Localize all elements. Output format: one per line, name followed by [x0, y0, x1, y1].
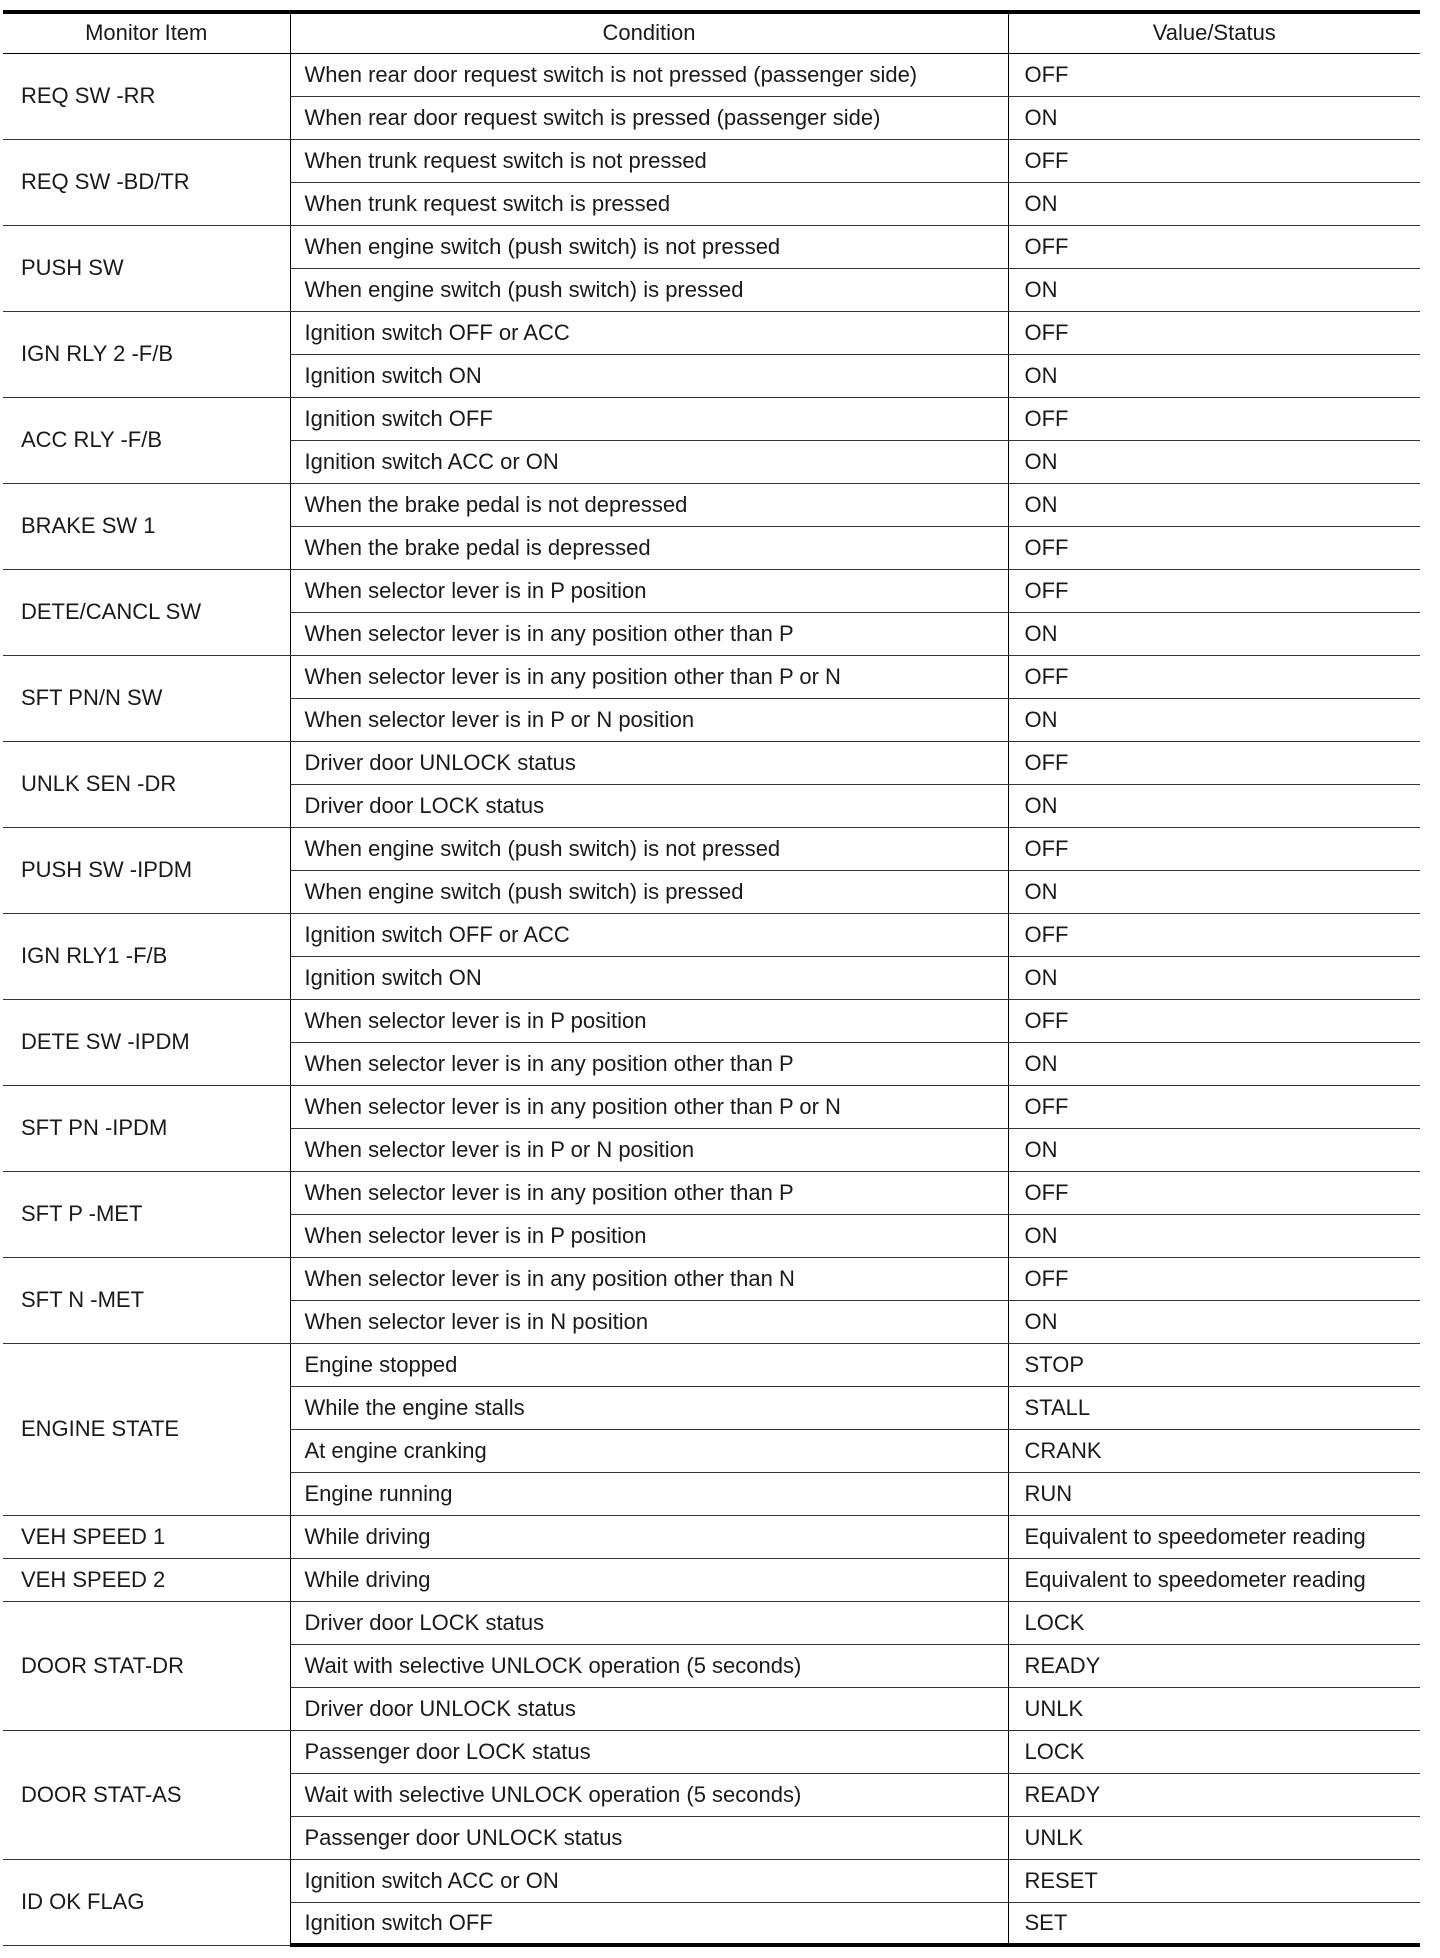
table-row [3, 1257, 1420, 1300]
condition-cell: While the engine stalls [290, 1386, 1008, 1429]
condition-cell: When the brake pedal is not depressed [290, 483, 1008, 526]
value-status-cell: OFF [1008, 1171, 1420, 1214]
condition-cell: When engine switch (push switch) is not pressed [290, 225, 1008, 268]
condition-cell: When selector lever is in any position other than P or N [290, 655, 1008, 698]
condition-cell: Wait with selective UNLOCK operation (5 seconds) [290, 1644, 1008, 1687]
value-status-cell: OFF [1008, 139, 1420, 182]
condition-cell: When selector lever is in any position other than P [290, 1042, 1008, 1085]
condition-cell: When engine switch (push switch) is pressed [290, 870, 1008, 913]
condition-cell: Driver door LOCK status [290, 1601, 1008, 1644]
value-status-cell: ON [1008, 182, 1420, 225]
condition-cell: When selector lever is in any position other than P [290, 612, 1008, 655]
table-row [3, 655, 1420, 698]
condition-cell: While driving [290, 1558, 1008, 1601]
monitor-item-cell: ACC RLY -F/B [3, 397, 290, 483]
value-status-cell: STOP [1008, 1343, 1420, 1386]
value-status-cell: OFF [1008, 999, 1420, 1042]
condition-cell: When selector lever is in P position [290, 999, 1008, 1042]
value-status-cell: READY [1008, 1644, 1420, 1687]
value-status-cell: OFF [1008, 53, 1420, 96]
condition-cell: When selector lever is in P position [290, 1214, 1008, 1257]
table-row [3, 397, 1420, 440]
condition-cell: At engine cranking [290, 1429, 1008, 1472]
value-status-cell: ON [1008, 354, 1420, 397]
condition-cell: Driver door UNLOCK status [290, 741, 1008, 784]
condition-cell: When engine switch (push switch) is not pressed [290, 827, 1008, 870]
table-row [3, 1343, 1420, 1386]
condition-cell: Engine stopped [290, 1343, 1008, 1386]
table-row [3, 741, 1420, 784]
value-status-cell: ON [1008, 1300, 1420, 1343]
monitor-table-container [3, 10, 1420, 1947]
condition-cell: Ignition switch ACC or ON [290, 440, 1008, 483]
condition-cell: When selector lever is in any position other than P or N [290, 1085, 1008, 1128]
monitor-item-cell: REQ SW -RR [3, 53, 290, 139]
value-status-cell: ON [1008, 483, 1420, 526]
monitor-item-cell: PUSH SW [3, 225, 290, 311]
table-row [3, 311, 1420, 354]
monitor-item-cell: SFT PN/N SW [3, 655, 290, 741]
condition-cell: Ignition switch OFF or ACC [290, 311, 1008, 354]
header-value-status: Value/Status [1008, 12, 1420, 53]
condition-cell: Ignition switch OFF [290, 1902, 1008, 1945]
header-condition: Condition [290, 12, 1008, 53]
value-status-cell: UNLK [1008, 1816, 1420, 1859]
value-status-cell: UNLK [1008, 1687, 1420, 1730]
table-row [3, 53, 1420, 96]
table-header [3, 12, 1420, 53]
condition-cell: When rear door request switch is not pressed (passenger side) [290, 53, 1008, 96]
table-row [3, 913, 1420, 956]
value-status-cell: ON [1008, 1214, 1420, 1257]
value-status-cell: CRANK [1008, 1429, 1420, 1472]
condition-cell: When selector lever is in any position other than P [290, 1171, 1008, 1214]
table-row [3, 827, 1420, 870]
value-status-cell: OFF [1008, 1257, 1420, 1300]
value-status-cell: ON [1008, 956, 1420, 999]
table-row [3, 1730, 1420, 1773]
monitor-item-cell: BRAKE SW 1 [3, 483, 290, 569]
condition-cell: Ignition switch ON [290, 354, 1008, 397]
header-row [3, 12, 1420, 53]
monitor-item-cell: SFT P -MET [3, 1171, 290, 1257]
condition-cell: When selector lever is in P or N position [290, 1128, 1008, 1171]
value-status-cell: ON [1008, 698, 1420, 741]
condition-cell: Ignition switch ACC or ON [290, 1859, 1008, 1902]
monitor-item-cell: VEH SPEED 1 [3, 1515, 290, 1558]
table-row [3, 569, 1420, 612]
value-status-cell: LOCK [1008, 1601, 1420, 1644]
monitor-item-cell: DOOR STAT-DR [3, 1601, 290, 1730]
table-row [3, 483, 1420, 526]
table-row [3, 139, 1420, 182]
table-body [3, 53, 1420, 1945]
condition-cell: Driver door LOCK status [290, 784, 1008, 827]
header-monitor-item: Monitor Item [3, 12, 290, 53]
monitor-item-cell: UNLK SEN -DR [3, 741, 290, 827]
value-status-cell: RESET [1008, 1859, 1420, 1902]
value-status-cell: ON [1008, 784, 1420, 827]
value-status-cell: SET [1008, 1902, 1420, 1945]
value-status-cell: Equivalent to speedometer reading [1008, 1558, 1420, 1601]
monitor-item-cell: DETE SW -IPDM [3, 999, 290, 1085]
table-row [3, 1859, 1420, 1902]
condition-cell: Passenger door LOCK status [290, 1730, 1008, 1773]
table-row [3, 1171, 1420, 1214]
condition-cell: Engine running [290, 1472, 1008, 1515]
value-status-cell: OFF [1008, 655, 1420, 698]
value-status-cell: ON [1008, 1042, 1420, 1085]
condition-cell: When engine switch (push switch) is pressed [290, 268, 1008, 311]
condition-cell: Passenger door UNLOCK status [290, 1816, 1008, 1859]
table-row [3, 1601, 1420, 1644]
value-status-cell: ON [1008, 870, 1420, 913]
table-row [3, 225, 1420, 268]
value-status-cell: ON [1008, 96, 1420, 139]
monitor-item-cell: IGN RLY 2 -F/B [3, 311, 290, 397]
monitor-item-cell: DOOR STAT-AS [3, 1730, 290, 1859]
monitor-item-cell: SFT N -MET [3, 1257, 290, 1343]
value-status-cell: ON [1008, 440, 1420, 483]
condition-cell: When selector lever is in P position [290, 569, 1008, 612]
monitor-item-cell: SFT PN -IPDM [3, 1085, 290, 1171]
value-status-cell: STALL [1008, 1386, 1420, 1429]
monitor-item-cell: PUSH SW -IPDM [3, 827, 290, 913]
table-row [3, 999, 1420, 1042]
value-status-cell: OFF [1008, 397, 1420, 440]
condition-cell: Wait with selective UNLOCK operation (5 seconds) [290, 1773, 1008, 1816]
condition-cell: When selector lever is in P or N position [290, 698, 1008, 741]
condition-cell: While driving [290, 1515, 1008, 1558]
condition-cell: When the brake pedal is depressed [290, 526, 1008, 569]
monitor-item-cell: IGN RLY1 -F/B [3, 913, 290, 999]
table-row [3, 1558, 1420, 1601]
value-status-cell: READY [1008, 1773, 1420, 1816]
value-status-cell: OFF [1008, 1085, 1420, 1128]
table-row [3, 1515, 1420, 1558]
value-status-cell: OFF [1008, 311, 1420, 354]
monitor-item-table [3, 10, 1420, 1947]
monitor-item-cell: ENGINE STATE [3, 1343, 290, 1515]
condition-cell: When selector lever is in N position [290, 1300, 1008, 1343]
condition-cell: When trunk request switch is pressed [290, 182, 1008, 225]
value-status-cell: ON [1008, 268, 1420, 311]
monitor-item-cell: DETE/CANCL SW [3, 569, 290, 655]
condition-cell: When rear door request switch is pressed (passenger side) [290, 96, 1008, 139]
value-status-cell: Equivalent to speedometer reading [1008, 1515, 1420, 1558]
condition-cell: Driver door UNLOCK status [290, 1687, 1008, 1730]
monitor-item-cell: VEH SPEED 2 [3, 1558, 290, 1601]
value-status-cell: OFF [1008, 913, 1420, 956]
value-status-cell: LOCK [1008, 1730, 1420, 1773]
value-status-cell: OFF [1008, 827, 1420, 870]
value-status-cell: OFF [1008, 741, 1420, 784]
table-row [3, 1085, 1420, 1128]
condition-cell: Ignition switch ON [290, 956, 1008, 999]
value-status-cell: OFF [1008, 569, 1420, 612]
monitor-item-cell: ID OK FLAG [3, 1859, 290, 1945]
value-status-cell: ON [1008, 612, 1420, 655]
condition-cell: Ignition switch OFF or ACC [290, 913, 1008, 956]
value-status-cell: OFF [1008, 225, 1420, 268]
condition-cell: Ignition switch OFF [290, 397, 1008, 440]
value-status-cell: ON [1008, 1128, 1420, 1171]
condition-cell: When trunk request switch is not pressed [290, 139, 1008, 182]
condition-cell: When selector lever is in any position other than N [290, 1257, 1008, 1300]
monitor-item-cell: REQ SW -BD/TR [3, 139, 290, 225]
value-status-cell: OFF [1008, 526, 1420, 569]
value-status-cell: RUN [1008, 1472, 1420, 1515]
